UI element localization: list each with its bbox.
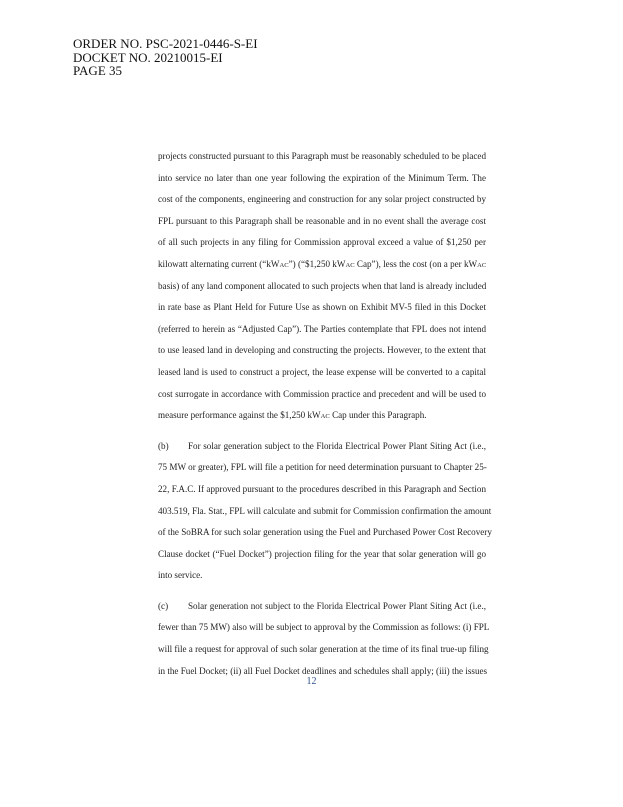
text-line: FPL pursuant to this Paragraph shall be reasonable and in no event shall the average cost	[158, 215, 486, 226]
text-line: of the SoBRA for such solar generation using the Fuel and Purchased Power Cost Recovery	[158, 527, 492, 538]
paragraph-label: (b)	[158, 440, 169, 451]
text-line: in the Fuel Docket; (ii) all Fuel Docket deadlines and schedules shall apply; (iii) the issues	[158, 665, 488, 676]
paragraph-label: (c)	[158, 600, 169, 611]
text-line: (c) Solar generation not subject to the Florida Electrical Power Plant Siting Act (i.e.,	[158, 600, 486, 611]
text-line: in rate base as Plant Held for Future Use as shown on Exhibit MV-5 filed in this Docket	[158, 302, 486, 313]
text-line: projects constructed pursuant to this Paragraph must be reasonably scheduled to be placed	[158, 151, 486, 161]
paragraph-b	[158, 440, 492, 591]
text-line: 403.519, Fla. Stat., FPL will calculate and submit for Commission confirmation the amount	[158, 505, 492, 516]
text-line: cost surrogate in accordance with Commission practice and precedent and will be used to	[158, 388, 486, 399]
text-line: measure performance against the $1,250 kWAC Cap under this Paragraph.	[158, 410, 427, 421]
page-label: PAGE 35	[73, 63, 123, 78]
text-line: kilowatt alternating current (“kWAC”) (“$1,250 kWAC Cap”), less the cost (on a per kWAC	[158, 258, 487, 269]
text-line: into service.	[158, 570, 203, 581]
text-line: of all such projects in any filing for Commission approval exceed a value of $1,250 per	[158, 237, 486, 248]
text-line: 22, F.A.C. If approved pursuant to the procedures described in this Paragraph and Section	[158, 483, 486, 494]
text-line: fewer than 75 MW) also will be subject to approval by the Commission as follows: (i) FPL	[158, 622, 490, 633]
text-line: 75 MW or greater), FPL will file a petition for need determination pursuant to Chapter 25-	[158, 462, 487, 473]
text-line: leased land is used to construct a project, the lease expense will be converted to a capital	[158, 366, 486, 377]
paragraph-c	[158, 600, 490, 686]
text-line: (referred to herein as “Adjusted Cap”). The Parties contemplate that FPL does not intend	[158, 323, 486, 334]
text-line: Clause docket (“Fuel Docket”) projection filing for the year that solar generation will go	[158, 548, 486, 559]
docket-number: DOCKET NO. 20210015-EI	[73, 49, 223, 65]
page-number: 12	[306, 676, 317, 687]
text-line: into service no later than one year following the expiration of the Minimum Term. The	[158, 172, 486, 183]
text-line: (b) For solar generation subject to the Florida Electrical Power Plant Siting Act (i.e.,	[158, 440, 486, 451]
text-line: will file a request for approval of such solar generation at the time of its final true-up filing	[158, 644, 489, 655]
text-line: basis) of any land component allocated to such projects when that land is already included	[158, 280, 487, 291]
text-line: to use leased land in developing and constructing the projects. However, to the extent that	[158, 345, 486, 356]
order-number: ORDER NO. PSC-2021-0446-S-EI	[73, 36, 258, 51]
paragraph-a	[158, 150, 486, 431]
document-header	[73, 37, 258, 78]
document-body	[158, 150, 492, 686]
text-line: cost of the components, engineering and construction for any solar project constructed by	[158, 194, 486, 205]
